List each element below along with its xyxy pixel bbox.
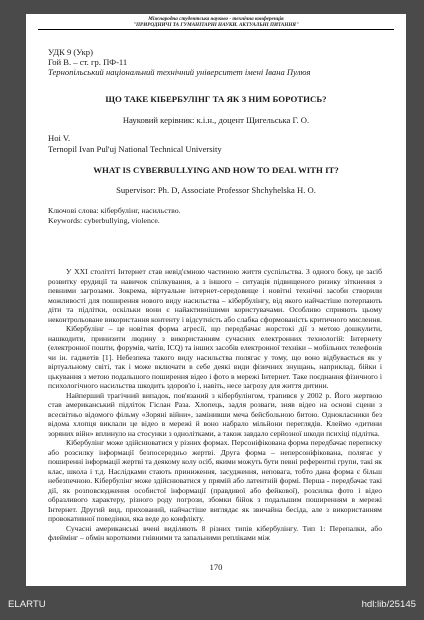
udc-code: УДК 9 (Укр): [48, 47, 93, 57]
author-en: Hoi V.: [48, 133, 71, 143]
keywords-ua: Ключові слова: кібербулінг, насильство.: [48, 206, 181, 215]
page-number: 170: [209, 562, 223, 572]
title-ua: ЩО ТАКЕ КІБЕРБУЛІНГ ТА ЯК З НИМ БОРОТИСЬ?: [105, 94, 327, 104]
title-en: WHAT IS CYBERBULLYING AND HOW TO DEAL WITH IT?: [93, 165, 339, 175]
paragraph: Найперший трагічний випадок, пов'язаний з кібербулінгом, трапився у 2002 р. Його жертвою став американський підліток Гіслан Раза. Хлопець, задля розваги, зняв відео на основі сцени з всесвітньо відомого фільму «Зоряні війни», замінивши меча бейсбольною битою. Однокласники без відома хлопця виклали це відео в мережі й воно набрало мільйони переглядів. Клеймо «дитини зоряних війн» вплинуло на стосунки з однолітками, а також завдало серйозної шкоди психіці підлітка.: [48, 390, 382, 438]
paragraph: У XXI столітті Інтернет став невід'ємною частиною життя суспільства. З одного боку, це засіб розвитку ерудиції та навичок спілкування, а з іншого – ситуація підвищеного ризику зіткнення з певними загрозами. Зокрема, віртуальне інтернет-середовище і новітні технічні засоби створили можливості для поширення нового виду насильства – кібербулінгу, від якого найчастіше потерпають діти та підлітки, оскільки вони є найактивнішими користувачами. Особливо сприяють цьому неконтрольоване використання контенту і відсутність або слабка сформованість критичного мислення.: [48, 267, 382, 324]
conference-header: [26, 16, 406, 28]
conference-header-line1: Міжнародна студентська науково - технічна конференція: [148, 16, 284, 22]
handle-identifier: hdl:lib/25145: [361, 599, 416, 610]
paragraph: Сучасні американські вчені виділяють 8 різних типів кібербулінгу. Тип 1: Перепалки, або флеймінг – обмін короткими гнівними та запальними репліками між: [48, 523, 382, 542]
viewer-footer: [0, 590, 424, 620]
document-page: [26, 14, 406, 586]
keywords-en: Keywords: cyberbullying, violence.: [48, 216, 160, 225]
paragraph: Кібербулінг – це новітня форма агресії, що передбачає жорстокі дії з метою дошкулити, нашкодити, принизити людину з використанням сучасних електронних технологій: Інтернету (електронної пошти, форумів, чатів, ICQ) та інших засобів електронної техніки – мобільних телефонів чи ін. гаджетів [1]. Небезпека такого виду насильства полягає у тому, що воно відбувається як у віртуальному світі, так і може включати в себе деякі види фізичних знущань, наприклад, бійки і цькування з метою подальшого поширення відео і фото в мережі Інтернет. Таке поєднання фізичного і психологічного насильства шкодить здоров'ю і, навіть, несе загрозу для життя дитини.: [48, 324, 382, 390]
article-body: [48, 267, 382, 543]
repository-name: ELARTU: [8, 599, 46, 610]
institution-en: Ternopil Ivan Pul'uj National Technical University: [48, 144, 222, 154]
supervisor-en: Supervisor: Ph. D, Associate Professor Shchyhelska H. O.: [116, 185, 316, 195]
author-ua: Гой В. – ст. гр. ПФ-11: [48, 57, 128, 67]
supervisor-ua: Науковий керівник: к.і.н., доцент Щигельська Г. О.: [122, 115, 310, 125]
institution-ua: Тернопільський національний технічний університет імені Івана Пулюя: [48, 67, 311, 77]
header-rule: [38, 29, 394, 30]
conference-header-line2: "ПРИРОДНИЧІ ТА ГУМАНІТАРНІ НАУКИ. АКТУАЛЬНІ ПИТАННЯ": [133, 22, 299, 28]
paragraph: Кібербулінг може здійснюватися у різних формах. Персоніфікована форма передбачає переписку або розсилку інформації безпосередньо жертві. Друга форма – неперсоніфікована, полягає у поширенні інформації жертві та деякому колу осіб, якими можуть бути певні референтні групи, такі як клас, школа і т.д. Наслідками стають приниження, засудження, неповага, тобто дана форма є більш небезпечною. Кібербулінг може здійснюватися у прямій або латентній формі. Перша - передбачає такі дії, як розповсюдження особистої інформації (правдивої або фейкової), розсилка фото і відео образливого характеру, різного роду погрози, збомки бійок з подальшим поширенням в мережі Інтернет. Другий вид, прихований, найчастіше виглядає як звичайна бесіда, але з використанням провокативної поведінки, яка веде до конфлікту.: [48, 438, 382, 523]
